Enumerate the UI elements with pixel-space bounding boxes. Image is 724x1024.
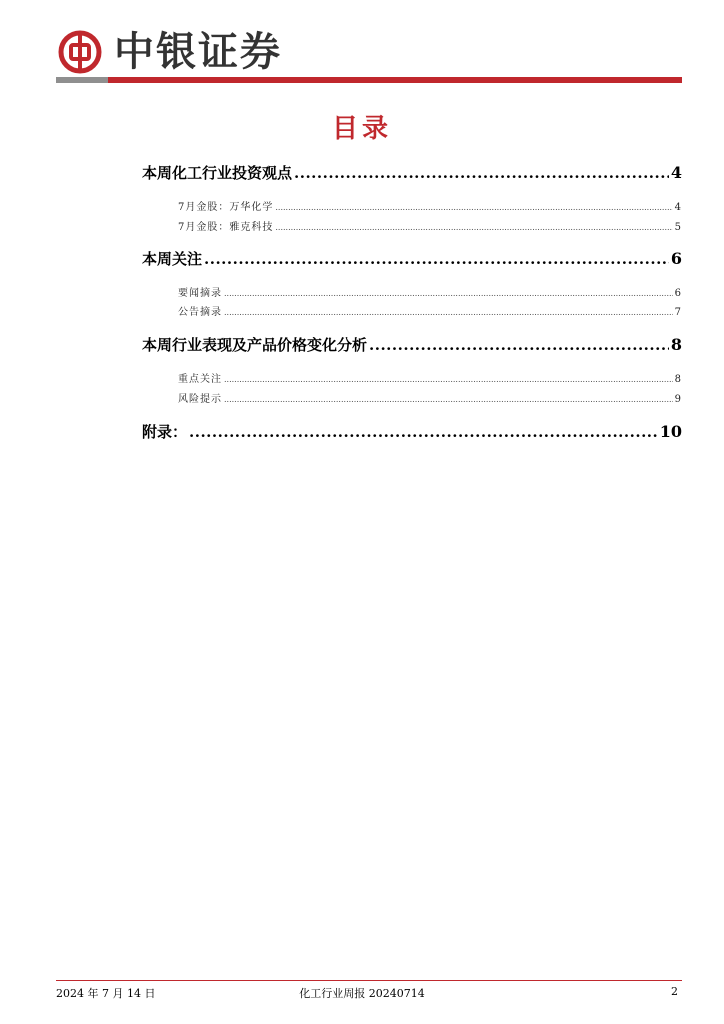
toc-entry[interactable] [178, 284, 681, 299]
toc-entry-label: 重点关注 [178, 374, 222, 385]
toc-leader-dots [224, 375, 673, 384]
bank-of-china-logo-icon [58, 30, 102, 74]
toc-entry-page: 6 [674, 288, 681, 299]
toc-entry-label: 风险提示 [178, 394, 222, 405]
toc-entry-page: 9 [674, 394, 681, 405]
toc-title: 目录 [331, 114, 392, 144]
header-rule-gray [56, 77, 108, 83]
toc-entry[interactable] [178, 198, 681, 213]
footer-report-title: 化工行业周报 20240714 [299, 987, 425, 1000]
toc-entry[interactable] [142, 334, 682, 355]
header-rule-red [108, 77, 682, 83]
toc-entry-label: 公告摘录 [178, 307, 222, 318]
toc-leader-dots [294, 164, 669, 182]
brand-name: 中银证券 [114, 29, 282, 75]
page-header [56, 28, 682, 84]
toc-entry-label: 本周关注 [142, 250, 203, 268]
toc-entry-page: 10 [659, 422, 682, 441]
toc-entry-page: 6 [670, 249, 682, 268]
toc-entry-page: 7 [674, 307, 681, 318]
toc-leader-dots [224, 395, 673, 404]
toc-leader-dots [189, 423, 658, 441]
toc-entry[interactable] [142, 421, 682, 442]
toc-entry[interactable] [178, 303, 681, 318]
footer-rule [56, 980, 682, 981]
toc-leader-dots [275, 223, 672, 232]
toc-entry-label: 本周化工行业投资观点 [142, 164, 293, 182]
toc-entry[interactable] [142, 248, 682, 269]
toc-entry-page: 5 [674, 222, 681, 233]
toc-entry[interactable] [178, 218, 681, 233]
toc-leader-dots [224, 289, 673, 298]
toc-entry[interactable] [178, 390, 681, 405]
toc-entry-label: 本周行业表现及产品价格变化分析 [142, 336, 368, 354]
toc-entry-page: 8 [670, 335, 682, 354]
toc-entry-label: 7月金股：雅克科技 [178, 222, 274, 233]
toc-leader-dots [224, 308, 673, 317]
toc-entry[interactable] [178, 370, 681, 385]
toc-entry-page: 4 [674, 202, 681, 213]
footer-page-number: 2 [671, 985, 678, 998]
toc-leader-dots [275, 203, 672, 212]
toc-entry-page: 8 [674, 374, 681, 385]
footer-date: 2024 年 7 月 14 日 [56, 987, 156, 1000]
toc-entry[interactable] [142, 162, 682, 183]
toc-entry-page: 4 [670, 163, 682, 182]
toc-entry-label: 要闻摘录 [178, 288, 222, 299]
toc-leader-dots [369, 336, 669, 354]
toc-entry-label: 附录： [142, 423, 188, 441]
toc-leader-dots [204, 250, 669, 268]
toc-entry-label: 7月金股：万华化学 [178, 202, 274, 213]
